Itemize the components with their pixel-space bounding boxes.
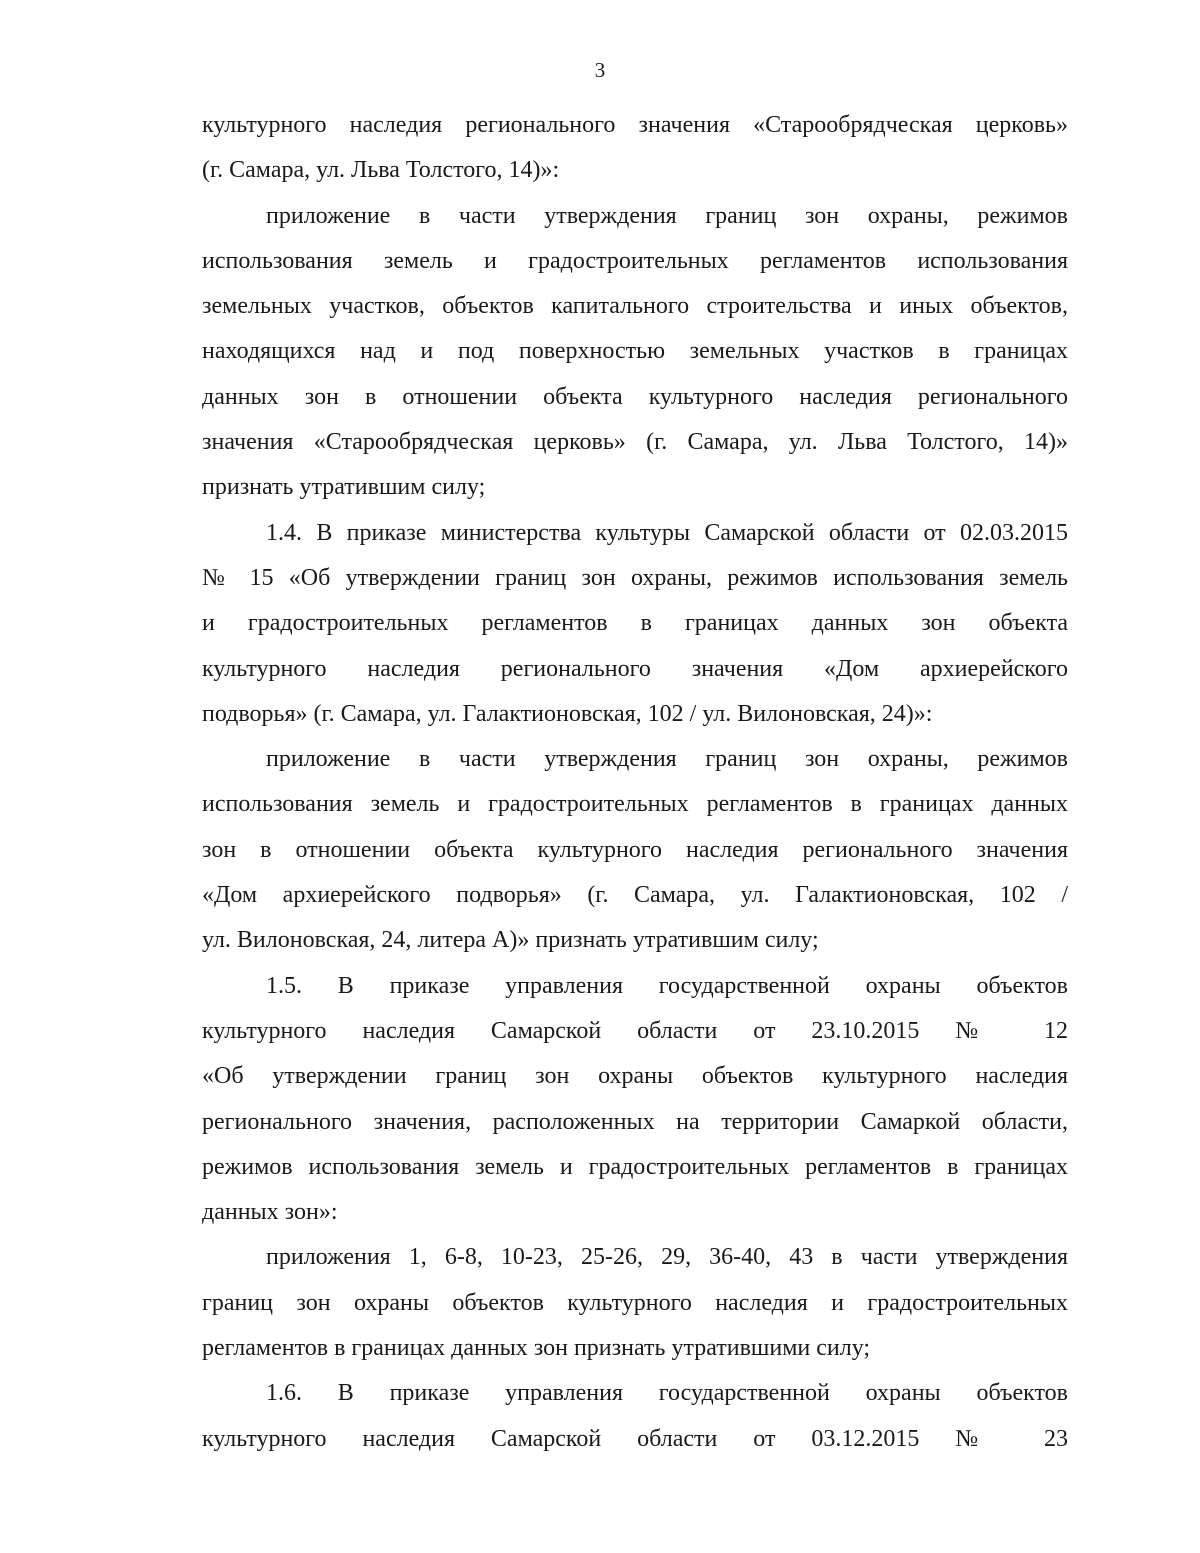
text-line: земельных участков, объектов капитального строительства и иных объектов, bbox=[202, 293, 1068, 320]
text-line: культурного наследия регионального значения «Старообрядческая церковь» bbox=[202, 112, 1068, 138]
text-line: зон в отношении объекта культурного наследия регионального значения bbox=[202, 836, 1068, 863]
paragraph-annex-1 bbox=[202, 194, 1068, 511]
text-line: признать утратившим силу; bbox=[202, 474, 486, 501]
text-line: «Дом архиерейского подворья» (г. Самара, ул. Галактионовская, 102 / bbox=[202, 882, 1068, 909]
text-line: 1.5. В приказе управления государственной охраны объектов bbox=[266, 972, 1068, 999]
text-line: приложение в части утверждения границ зон охраны, режимов bbox=[266, 746, 1068, 773]
text-line: подворья» (г. Самара, ул. Галактионовская, 102 / ул. Вилоновская, 24)»: bbox=[202, 700, 933, 727]
text-line: культурного наследия Самарской области от 23.10.2015 № 12 bbox=[202, 1017, 1068, 1044]
text-line: ул. Вилоновская, 24, литера А)» признать утратившим силу; bbox=[202, 927, 819, 954]
paragraph-annexes-3 bbox=[202, 1235, 1068, 1371]
text-line: «Об утверждении границ зон охраны объектов культурного наследия bbox=[202, 1063, 1068, 1090]
text-line: находящихся над и под поверхностью земельных участков в границах bbox=[202, 338, 1068, 365]
paragraph-item-1-6 bbox=[202, 1371, 1068, 1462]
text-line: 1.4. В приказе министерства культуры Самарской области от 02.03.2015 bbox=[266, 519, 1068, 546]
text-line: и градостроительных регламентов в границах данных зон объекта bbox=[202, 610, 1068, 637]
text-line: режимов использования земель и градостроительных регламентов в границах bbox=[202, 1153, 1068, 1180]
paragraph-item-1-4 bbox=[202, 511, 1068, 737]
text-line: регламентов в границах данных зон признать утратившими силу; bbox=[202, 1335, 871, 1362]
document-body bbox=[202, 103, 1068, 1462]
paragraph-annex-2 bbox=[202, 737, 1068, 963]
text-line: культурного наследия Самарской области от 03.12.2015 № 23 bbox=[202, 1425, 1068, 1452]
text-line: регионального значения, расположенных на территории Самаркой области, bbox=[202, 1108, 1068, 1135]
text-line: использования земель и градостроительных регламентов использования bbox=[202, 247, 1068, 274]
paragraph-continuation bbox=[202, 103, 1068, 194]
text-line: приложения 1, 6-8, 10-23, 25-26, 29, 36-40, 43 в части утверждения bbox=[266, 1244, 1068, 1271]
page-number: 3 bbox=[594, 58, 606, 82]
text-line: данных зон в отношении объекта культурного наследия регионального bbox=[202, 383, 1068, 410]
text-line: № 15 «Об утверждении границ зон охраны, режимов использования земель bbox=[202, 564, 1068, 591]
text-line: использования земель и градостроительных регламентов в границах данных bbox=[202, 791, 1068, 818]
text-line: границ зон охраны объектов культурного наследия и градостроительных bbox=[202, 1289, 1068, 1316]
text-line: культурного наследия регионального значения «Дом архиерейского bbox=[202, 655, 1068, 682]
text-line: (г. Самара, ул. Льва Толстого, 14)»: bbox=[202, 157, 560, 184]
text-line: данных зон»: bbox=[202, 1199, 338, 1226]
text-line: приложение в части утверждения границ зон охраны, режимов bbox=[266, 202, 1068, 229]
paragraph-item-1-5 bbox=[202, 964, 1068, 1236]
text-line: 1.6. В приказе управления государственной охраны объектов bbox=[266, 1380, 1068, 1407]
text-line: значения «Старообрядческая церковь» (г. Самара, ул. Льва Толстого, 14)» bbox=[202, 429, 1068, 456]
